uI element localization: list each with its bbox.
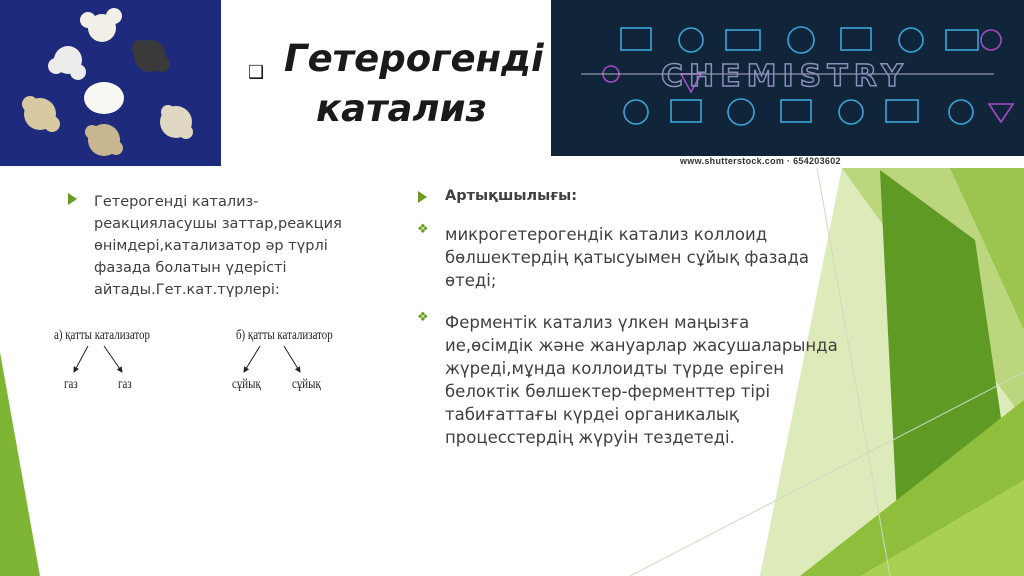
- item1-line-1: микрогетерогендік катализ коллоид: [445, 225, 768, 244]
- title-line-2: катализ: [316, 87, 488, 130]
- chemistry-icons-art: [551, 0, 1024, 158]
- diagram-arrows: [0, 0, 400, 420]
- item1-line-3: өтеді;: [445, 271, 497, 290]
- right-bullet-triangle-icon: [418, 191, 427, 203]
- diamond-bullet-icon: ❖: [417, 310, 429, 325]
- advantages-heading: Артықшылығы:: [445, 188, 577, 204]
- arrow-a-right: [104, 346, 122, 372]
- item2-line-4: белоктік бөлшектер-ферменттер тірі: [445, 382, 771, 401]
- advantage-item-1: [445, 223, 890, 292]
- left-line-1: Гетерогенді катализ-: [94, 194, 259, 210]
- title-bullet-icon: ❑: [248, 62, 265, 83]
- advantage-item-2: [445, 311, 890, 449]
- left-line-3: өнімдері,катализатор әр түрлі: [94, 238, 328, 254]
- item2-line-1: Ферментік катализ үлкен маңызға: [445, 313, 750, 332]
- diagram-b-right-product: сұйық: [292, 377, 321, 392]
- chemistry-icons-image: [551, 0, 1024, 158]
- diagram-b-left-product: сұйық: [232, 377, 261, 392]
- item2-line-2: ие,өсімдік және жануарлар жасушаларында: [445, 336, 838, 355]
- title-line-1: Гетерогенді: [284, 37, 544, 80]
- left-line-5: айтады.Гет.кат.түрлері:: [94, 282, 280, 298]
- item2-line-5: табиғаттағы күрдеі органикалық: [445, 405, 739, 424]
- arrow-b-left: [244, 346, 260, 372]
- arrow-b-right: [284, 346, 300, 372]
- diagram-a-label: а) қатты катализатор: [54, 328, 150, 343]
- diagram-a-right-product: газ: [118, 377, 132, 392]
- item2-line-6: процесстердің жүруін тездетеді.: [445, 428, 735, 447]
- left-line-2: реакцияласушы заттар,реакция: [94, 216, 342, 232]
- stock-watermark: www.shutterstock.com · 654203602: [680, 156, 841, 166]
- item1-line-2: бөлшектердің қатысуымен сұйық фазада: [445, 248, 810, 267]
- diagram-b-label: б) қатты катализатор: [236, 328, 333, 343]
- item2-line-3: жүреді,мұнда коллоидты түрде ерiген: [445, 359, 784, 378]
- arrow-a-left: [74, 346, 88, 372]
- chemistry-word: CHEMISTRY: [661, 59, 909, 94]
- diagram-a-left-product: газ: [64, 377, 78, 392]
- diamond-bullet-icon: ❖: [417, 222, 429, 237]
- left-line-4: фазада болатын үдерісті: [94, 260, 287, 276]
